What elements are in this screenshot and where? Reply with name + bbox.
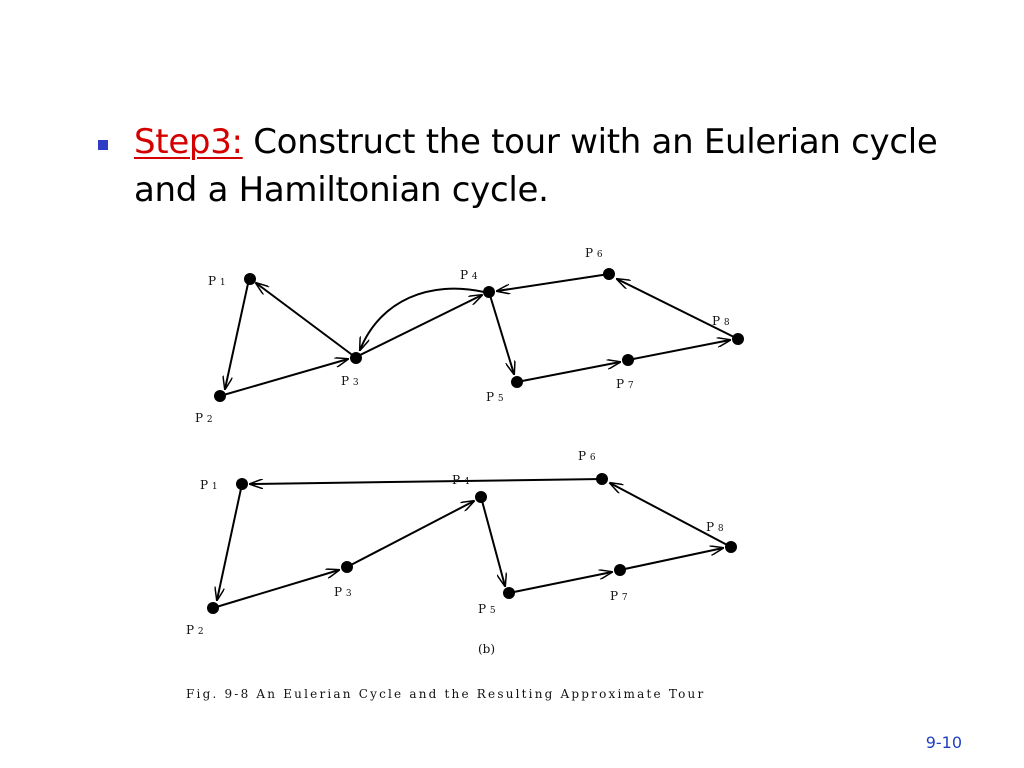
edge-b-p1-p2: [217, 484, 242, 600]
node-p8: [732, 333, 744, 345]
edge-p4-p5: [489, 292, 514, 374]
node-b-p5: [503, 587, 515, 599]
label-b-p6: P 6: [578, 449, 596, 463]
node-p6: [603, 268, 615, 280]
label-p7: P 7: [616, 377, 634, 391]
node-b-p6: [596, 473, 608, 485]
node-b-p4: [475, 491, 487, 503]
figure-caption: Fig. 9-8 An Eulerian Cycle and the Resulting Approximate Tour: [186, 687, 706, 701]
edge-p6-p4: [497, 274, 609, 291]
edge-p3-p1: [256, 283, 355, 357]
bottom-graph: [213, 479, 731, 608]
edge-p1-p2: [225, 279, 249, 389]
edge-b-p8-p6: [610, 483, 731, 547]
label-p2: P 2: [195, 411, 213, 425]
label-b-p2: P 2: [186, 623, 204, 637]
label-b-p4: P 4: [452, 473, 470, 487]
node-p4: [483, 286, 495, 298]
label-p8: P 8: [712, 314, 730, 328]
label-b-p8: P 8: [706, 520, 724, 534]
caption-clip-mask: [180, 701, 780, 713]
edge-p4-p3-curved: [360, 289, 484, 350]
label-b-p3: P 3: [334, 585, 352, 599]
edge-b-p4-p5: [481, 497, 505, 586]
node-b-p3: [341, 561, 353, 573]
label-p6: P 6: [585, 246, 603, 260]
page-number: 9-10: [925, 733, 962, 752]
node-b-p1: [236, 478, 248, 490]
top-graph: [220, 274, 738, 396]
top-nodes: [214, 268, 744, 402]
node-p3: [350, 352, 362, 364]
node-p5: [511, 376, 523, 388]
edge-p7-p8: [628, 340, 730, 360]
edge-p3-p4: [356, 295, 482, 357]
label-b-p5: P 5: [478, 602, 496, 616]
node-b-p2: [207, 602, 219, 614]
label-b-p1: P 1: [200, 478, 218, 492]
label-p3: P 3: [341, 374, 359, 388]
label-b-p7: P 7: [610, 589, 628, 603]
top-labels: [195, 246, 730, 425]
node-b-p7: [614, 564, 626, 576]
bottom-nodes: [207, 473, 737, 614]
node-p2: [214, 390, 226, 402]
edge-b-p7-p8: [620, 548, 723, 570]
edge-b-p3-p4: [347, 501, 474, 567]
edge-p5-p7: [517, 362, 620, 382]
step-body-text: Construct the tour with an Eulerian cycle and a Hamiltonian cycle.: [134, 122, 938, 210]
edge-b-p2-p3: [213, 570, 339, 608]
figure-sublabel-b: (b): [478, 642, 496, 656]
edge-b-p6-p1: [250, 479, 602, 484]
node-b-p8: [725, 541, 737, 553]
step-label: Step3:: [134, 122, 243, 162]
label-p5: P 5: [486, 390, 504, 404]
bottom-labels: [186, 449, 724, 637]
label-p4: P 4: [460, 268, 478, 282]
edge-p8-p6: [617, 279, 738, 339]
node-p7: [622, 354, 634, 366]
edge-b-p5-p7: [509, 572, 612, 593]
node-p1: [244, 273, 256, 285]
label-p1: P 1: [208, 274, 226, 288]
edge-p2-p3: [220, 359, 348, 396]
